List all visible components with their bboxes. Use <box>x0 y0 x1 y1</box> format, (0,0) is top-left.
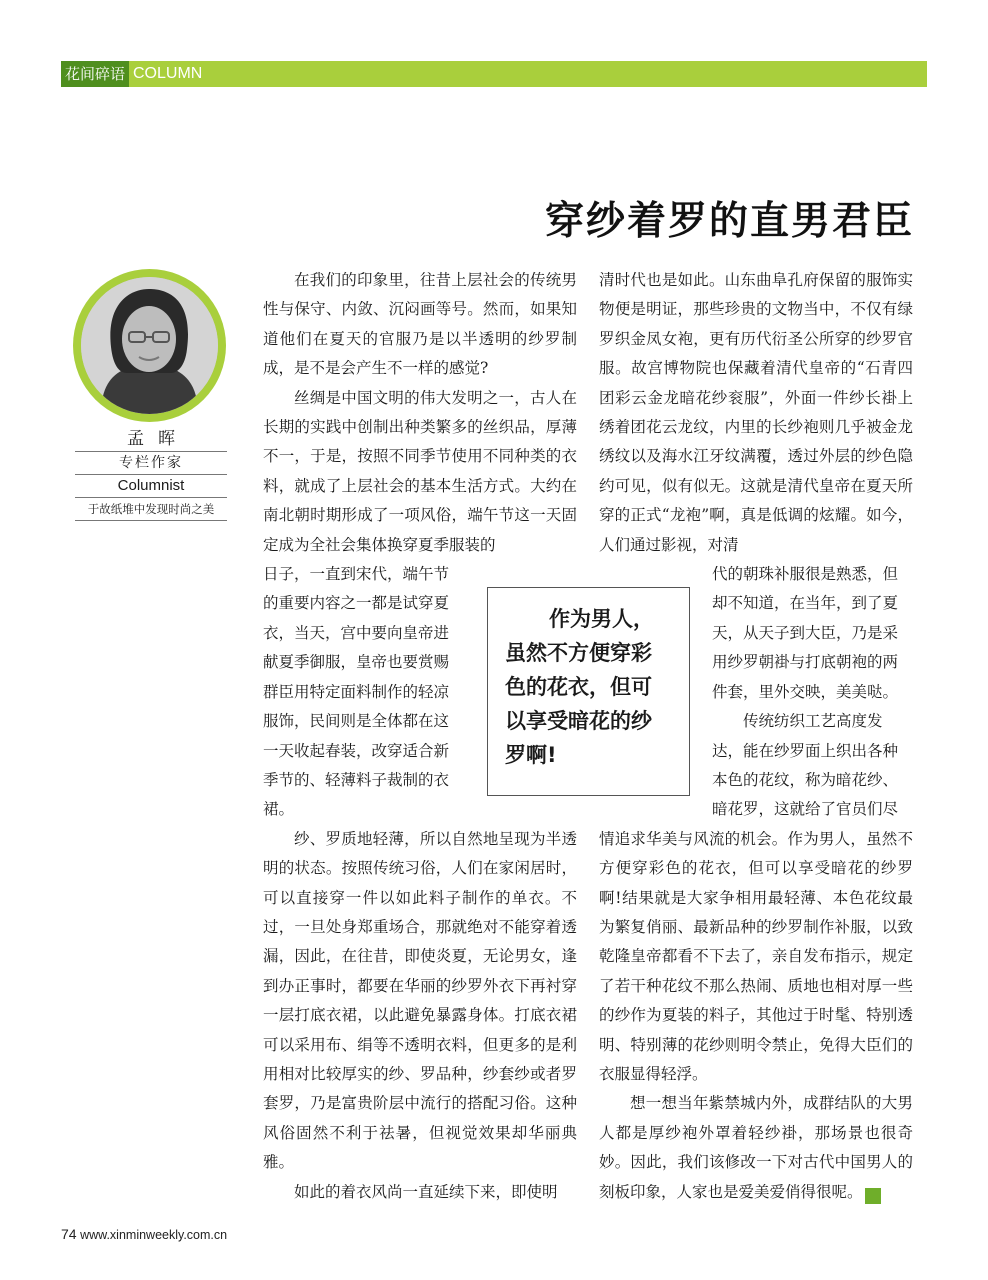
page-footer <box>61 1226 227 1242</box>
paragraph-wrap-around-quote <box>263 560 473 825</box>
author-byline <box>75 427 227 521</box>
text-line: 献夏季御服，皇帝也要赏赐 <box>263 653 450 672</box>
text-line: 群臣用特定面料制作的轻凉 <box>263 682 450 701</box>
paragraph: 清时代也是如此。山东曲阜孔府保留的服饰实物便是明证，那些珍贵的文物当中，不仅有绿罗织金凤女袍，更有历代衍圣公所穿的纱罗官服。故宫博物院也保藏着清代皇帝的“石青四团彩云金龙暗花纱衮服”，外面一件纱长褂上绣着团花云龙纹，内里的长纱袍则几乎被金龙绣纹以及海水江牙纹满覆，透过外层的纱色隐约可见，似有似无。这就是清代皇帝在夏天所穿的正式“龙袍”啊，真是低调的炫耀。如今，人们通过影视，对清 <box>599 271 913 554</box>
paragraph <box>599 1089 913 1207</box>
paragraph: 纱、罗质地轻薄，所以自然地呈现为半透明的状态。按照传统习俗，人们在家闲居时，可以直接穿一件以如此料子制作的单衣。不过，一旦处身郑重场合，那就绝对不能穿着透漏，因此，在往昔，即使炎夏，无论男女，逢到办正事时，都要在华丽的纱罗外衣下再衬穿一层打底衣裙，以此避免暴露身体。打底衣裙可以采用布、绢等不透明衣料，但更多的是利用相对比较厚实的纱、罗品种，纱套纱或者罗套罗，乃是富贵阶层中流行的搭配习俗。这种风俗固然不利于祛暑，但视觉效果却华丽典雅。 <box>263 829 577 1172</box>
paragraph: 丝绸是中国文明的伟大发明之一，古人在长期的实践中创制出种类繁多的丝织品，厚薄不一，于是，按照不同季节使用不同种类的衣料，就成了上层社会的基本生活方式。大约在南北朝时期形成了一项风俗，端午节这一天固定成为全社会集体换穿夏季服装的 <box>263 388 577 554</box>
text-line: 日子，一直到宋代，端午节 <box>263 565 450 584</box>
text-line: 的重要内容之一都是试穿夏 <box>263 594 450 613</box>
text-line: 暗花罗，这就给了官员们尽 <box>712 800 899 819</box>
text-line: 一天收起春装，改穿适合新 <box>263 741 450 760</box>
pull-quote-line: 罗啊! <box>505 743 557 767</box>
text-line: 服饰，民间则是全体都在这 <box>263 712 450 731</box>
text-line: 代的朝珠补服很是熟悉，但 <box>712 565 899 584</box>
author-role-cn: 专栏作家 <box>75 452 227 475</box>
footer-url: www.xinminweekly.com.cn <box>80 1228 228 1242</box>
text-line: 天，从天子到大臣，乃是采 <box>712 623 899 642</box>
author-role-en: Columnist <box>75 475 227 498</box>
section-tag-cn: 花间碎语 <box>61 61 129 87</box>
author-avatar <box>81 277 218 414</box>
section-tag-en: COLUMN <box>133 65 203 82</box>
paragraph: 如此的着衣风尚一直延续下来，即使明 <box>294 1182 558 1201</box>
text-line: 裙。 <box>263 800 295 819</box>
end-mark-icon: 民 <box>865 1188 881 1204</box>
author-name: 孟晖 <box>75 427 227 452</box>
paragraph: 情追求华美与风流的机会。作为男人，虽然不方便穿彩色的花衣，但可以享受暗花的纱罗啊!结果就是大家争相用最轻薄、本色花纹最为繁复俏丽、最新品种的纱罗制作补服，以致乾隆皇帝都看不下去了，亲自发布指示，规定了若干种花纹不那么热闹、质地也相对厚一些的纱作为夏装的料子，其他过于时髦、特别透明、特别薄的花纱则明令禁止，免得大臣们的衣服显得轻浮。 <box>599 829 913 1083</box>
text-line: 达，能在纱罗面上织出各种 <box>712 741 899 760</box>
text-line: 用纱罗朝褂与打底朝袍的两 <box>712 653 899 672</box>
text-line: 件套，里外交映，美美哒。 <box>712 682 899 701</box>
text-line: 传统纺织工艺高度发 <box>743 712 883 731</box>
pull-quote-line: 以享受暗花的纱 <box>505 709 652 733</box>
author-motto: 于故纸堆中发现时尚之美 <box>75 498 227 521</box>
section-header-bar <box>61 61 927 87</box>
paragraph-text: 想一想当年紫禁城内外，成群结队的大男人都是厚纱袍外罩着轻纱褂，那场景也很奇妙。因此，我们该修改一下对古代中国男人的刻板印象，人家也是爱美爱俏得很呢。 <box>599 1094 913 1201</box>
text-line: 衣，当天，宫中要向皇帝进 <box>263 623 450 642</box>
text-line: 季节的、轻薄料子裁制的衣 <box>263 770 450 789</box>
article-title: 穿纱着罗的直男君臣 <box>544 198 914 244</box>
pull-quote-line: 虽然不方便穿彩 <box>505 641 652 665</box>
pull-quote-line: 作为男人， <box>549 607 654 631</box>
text-line: 却不知道，在当年，到了夏 <box>712 594 899 613</box>
pull-quote <box>487 587 690 796</box>
pull-quote-line: 色的花衣，但可 <box>505 675 652 699</box>
text-line: 本色的花纹，称为暗花纱、 <box>712 770 899 789</box>
page-number: 74 <box>61 1226 77 1242</box>
paragraph: 在我们的印象里，往昔上层社会的传统男性与保守、内敛、沉闷画等号。然而，如果知道他们在夏天的官服乃是以半透明的纱罗制成，是不是会产生不一样的感觉? <box>263 271 577 378</box>
